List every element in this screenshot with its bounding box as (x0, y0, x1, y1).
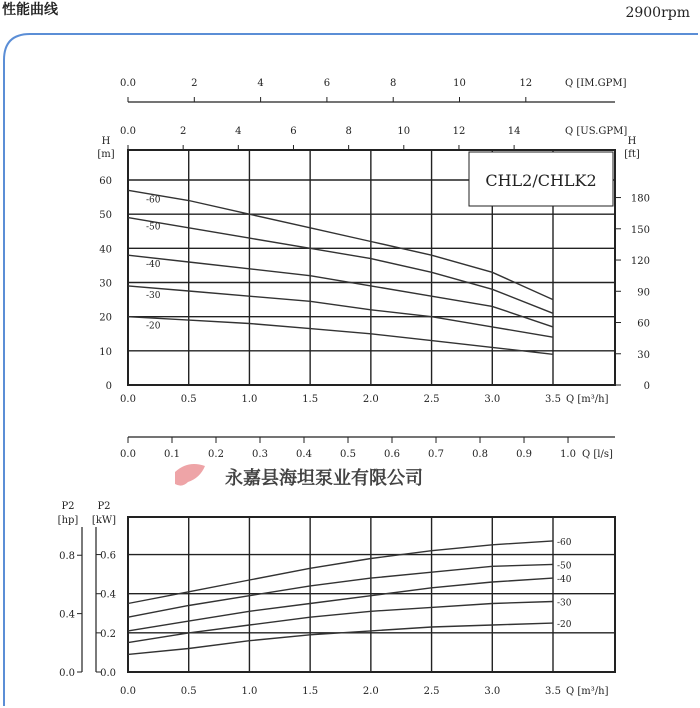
power-x-tick-label: 0.5 (180, 686, 197, 697)
head-x-axis-label: Q [m³/h] (566, 394, 609, 405)
head-right-axis-unit: [ft] (624, 149, 640, 160)
power-kw-tick-label: 0.6 (100, 550, 116, 562)
head-right-tick-label: 30 (637, 349, 650, 361)
ls-axis-tick-label: 0.2 (208, 449, 224, 460)
head-right-tick-label: 0 (643, 381, 650, 392)
power-hp-tick-label: 0.8 (59, 551, 75, 563)
head-series-label-50: -50 (146, 222, 161, 233)
power-x-tick-label: 1.0 (241, 686, 258, 697)
ls-axis-tick-label: 0.1 (164, 449, 180, 460)
head-y-axis-label: H (101, 136, 111, 147)
watermark (175, 464, 423, 489)
power-hp-label: P2 (61, 501, 75, 512)
power-kw-unit: [kW] (91, 515, 117, 526)
power-x-tick-label: 3.5 (545, 686, 561, 697)
power-series-label-20: -20 (557, 620, 572, 631)
head-right-tick-label: 180 (630, 193, 650, 205)
power-x-tick-label: 2.5 (423, 686, 440, 697)
logo-icon (175, 464, 205, 486)
power-x-axis-label: Q [m³/h] (566, 686, 609, 697)
power-series-label-40: -40 (557, 575, 572, 586)
top-axis-tick-label: 8 (390, 78, 397, 89)
speed-label: 2900rpm (625, 5, 690, 21)
top-axis-tick-label: 0.0 (120, 78, 136, 89)
power-hp-tick-label: 0.0 (59, 668, 75, 679)
head-series-line-30 (128, 286, 553, 337)
ls-axis-tick-label: 1.0 (560, 449, 576, 460)
top-axis-tick-label: 8 (345, 126, 352, 137)
power-x-tick-label: 2.0 (362, 686, 379, 697)
top-axis-tick-label: 12 (452, 126, 466, 137)
power-kw-label: P2 (97, 501, 111, 512)
top-axis-tick-label: 14 (507, 126, 521, 137)
head-series-line-60 (128, 190, 553, 299)
top-axis-tick-label: 2 (179, 126, 187, 137)
head-x-tick-label: 1.0 (241, 394, 258, 405)
top-axis-tick-label: 0.0 (120, 126, 136, 137)
top-axis-label: Q [IM.GPM] (565, 78, 627, 89)
ls-axis-tick-label: 0.9 (516, 449, 532, 460)
top-axis-tick-label: 12 (519, 78, 533, 89)
head-right-tick-label: 90 (637, 287, 650, 299)
head-right-tick-label: 120 (630, 256, 650, 268)
top-axis-tick-label: 6 (323, 78, 331, 89)
head-right-tick-label: 150 (630, 224, 650, 236)
ls-axis-tick-label: 0.8 (472, 449, 488, 460)
ls-axis-tick-label: 0.6 (384, 449, 400, 460)
watermark-company: 永嘉县海坦泵业有限公司 (225, 468, 423, 489)
head-y-tick-label: 30 (99, 278, 112, 290)
ls-axis-tick-label: 0.4 (296, 449, 312, 460)
head-x-tick-label: 0.0 (120, 394, 136, 405)
head-series-label-60: -60 (146, 195, 161, 206)
head-series-label-40: -40 (146, 260, 161, 271)
top-axis-label: Q [US.GPM] (565, 126, 628, 137)
power-series-label-50: -50 (557, 561, 572, 572)
power-x-tick-label: 0.0 (120, 686, 136, 697)
top-axis-tick-label: 2 (191, 78, 198, 89)
head-series-line-50 (128, 218, 553, 314)
power-hp-unit: [hp] (57, 515, 79, 526)
head-y-axis-unit: [m] (97, 149, 115, 160)
head-x-tick-label: 2.5 (423, 394, 440, 405)
power-x-tick-label: 1.5 (302, 686, 319, 697)
top-axis-tick-label: 4 (257, 78, 264, 89)
head-series-label-30: -30 (146, 290, 161, 301)
power-hp-tick-label: 0.4 (59, 609, 75, 621)
page-title: 性能曲线 (2, 2, 58, 18)
model-label: CHL2/CHLK2 (485, 171, 597, 190)
head-y-tick-label: 10 (99, 346, 112, 358)
head-chart (97, 78, 650, 460)
performance-chart (0, 28, 700, 708)
head-y-tick-label: 40 (99, 244, 112, 256)
power-x-tick-label: 3.0 (484, 686, 501, 697)
top-axis-tick-label: 10 (453, 78, 466, 89)
head-x-tick-label: 2.0 (362, 394, 379, 405)
head-right-axis-label: H (627, 136, 637, 147)
power-kw-tick-label: 0.0 (100, 668, 116, 679)
power-series-line-30 (128, 602, 553, 643)
head-y-tick-label: 0 (105, 381, 112, 392)
power-series-line-20 (128, 623, 553, 654)
ls-axis-label: Q [l/s] (582, 449, 613, 460)
head-x-tick-label: 3.0 (484, 394, 501, 405)
head-y-tick-label: 60 (99, 176, 112, 187)
head-series-line-20 (128, 317, 553, 355)
power-kw-tick-label: 0.4 (100, 589, 116, 601)
top-axis-tick-label: 4 (235, 126, 242, 137)
ls-axis-tick-label: 0.0 (120, 449, 136, 460)
head-y-tick-label: 20 (99, 312, 112, 324)
ls-axis-tick-label: 0.5 (340, 449, 356, 460)
ls-axis-tick-label: 0.3 (252, 449, 268, 460)
head-series-label-20: -20 (146, 321, 161, 332)
power-kw-tick-label: 0.2 (100, 628, 116, 640)
ls-axis-tick-label: 0.7 (428, 449, 444, 460)
power-series-label-30: -30 (557, 598, 572, 609)
head-x-tick-label: 3.5 (545, 394, 561, 405)
head-right-tick-label: 60 (637, 318, 650, 330)
power-series-label-60: -60 (557, 537, 572, 548)
head-x-tick-label: 1.5 (302, 394, 319, 405)
top-axis-tick-label: 6 (290, 126, 297, 137)
top-axis-tick-label: 10 (397, 126, 411, 137)
head-y-tick-label: 50 (99, 210, 112, 222)
power-chart (58, 501, 615, 697)
head-x-tick-label: 0.5 (180, 394, 197, 405)
